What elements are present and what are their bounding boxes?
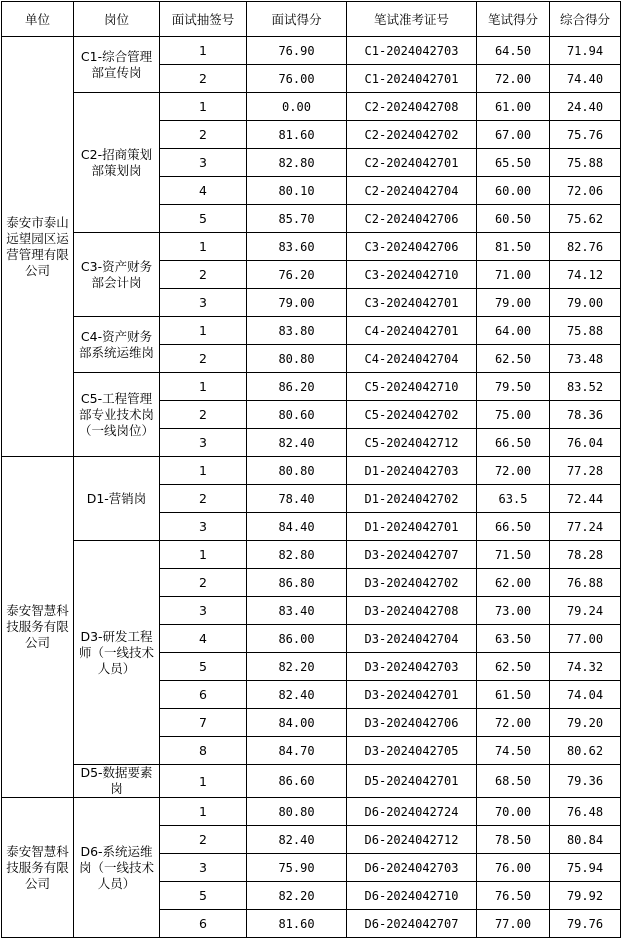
- written-score-cell: 75.00: [477, 401, 550, 429]
- ticket-number-cell: C2-2024042701: [347, 149, 477, 177]
- total-score-cell: 74.04: [550, 681, 621, 709]
- ticket-number-cell: D6-2024042710: [347, 882, 477, 910]
- position-cell: C5-工程管理部专业技术岗（一线岗位）: [74, 373, 160, 457]
- ticket-number-cell: C2-2024042706: [347, 205, 477, 233]
- total-score-cell: 79.92: [550, 882, 621, 910]
- total-score-cell: 79.36: [550, 765, 621, 798]
- draw-number-cell: 4: [160, 177, 247, 205]
- ticket-number-cell: D6-2024042724: [347, 798, 477, 826]
- header-total-score: 综合得分: [550, 2, 621, 37]
- interview-score-cell: 82.40: [247, 826, 347, 854]
- written-score-cell: 61.00: [477, 93, 550, 121]
- total-score-cell: 75.62: [550, 205, 621, 233]
- interview-score-cell: 80.80: [247, 457, 347, 485]
- ticket-number-cell: D5-2024042701: [347, 765, 477, 798]
- draw-number-cell: 2: [160, 345, 247, 373]
- written-score-cell: 60.50: [477, 205, 550, 233]
- written-score-cell: 62.50: [477, 345, 550, 373]
- ticket-number-cell: C3-2024042706: [347, 233, 477, 261]
- header-row: [2, 2, 621, 37]
- written-score-cell: 79.00: [477, 289, 550, 317]
- written-score-cell: 74.50: [477, 737, 550, 765]
- ticket-number-cell: C3-2024042710: [347, 261, 477, 289]
- ticket-number-cell: D1-2024042702: [347, 485, 477, 513]
- interview-score-cell: 82.20: [247, 882, 347, 910]
- ticket-number-cell: C2-2024042702: [347, 121, 477, 149]
- table-row: [2, 93, 621, 121]
- total-score-cell: 72.44: [550, 485, 621, 513]
- written-score-cell: 81.50: [477, 233, 550, 261]
- total-score-cell: 77.00: [550, 625, 621, 653]
- interview-score-cell: 83.60: [247, 233, 347, 261]
- written-score-cell: 65.50: [477, 149, 550, 177]
- header-ticket-number: 笔试准考证号: [347, 2, 477, 37]
- interview-score-cell: 82.80: [247, 541, 347, 569]
- written-score-cell: 64.50: [477, 37, 550, 65]
- draw-number-cell: 3: [160, 854, 247, 882]
- total-score-cell: 74.12: [550, 261, 621, 289]
- written-score-cell: 63.50: [477, 625, 550, 653]
- written-score-cell: 67.00: [477, 121, 550, 149]
- draw-number-cell: 2: [160, 65, 247, 93]
- total-score-cell: 77.24: [550, 513, 621, 541]
- interview-score-cell: 80.10: [247, 177, 347, 205]
- position-cell: C1-综合管理部宣传岗: [74, 37, 160, 93]
- interview-score-cell: 82.40: [247, 681, 347, 709]
- total-score-cell: 75.88: [550, 149, 621, 177]
- interview-score-cell: 81.60: [247, 910, 347, 938]
- interview-score-cell: 80.80: [247, 345, 347, 373]
- interview-score-cell: 80.80: [247, 798, 347, 826]
- header-interview-score: 面试得分: [247, 2, 347, 37]
- draw-number-cell: 5: [160, 653, 247, 681]
- total-score-cell: 75.94: [550, 854, 621, 882]
- total-score-cell: 78.28: [550, 541, 621, 569]
- table-row: [2, 457, 621, 485]
- unit-cell: 泰安智慧科技服务有限公司: [2, 798, 74, 938]
- total-score-cell: 78.36: [550, 401, 621, 429]
- ticket-number-cell: D3-2024042708: [347, 597, 477, 625]
- header-position: 岗位: [74, 2, 160, 37]
- written-score-cell: 71.00: [477, 261, 550, 289]
- header-written-score: 笔试得分: [477, 2, 550, 37]
- interview-score-cell: 79.00: [247, 289, 347, 317]
- draw-number-cell: 1: [160, 541, 247, 569]
- position-cell: C3-资产财务部会计岗: [74, 233, 160, 317]
- table-row: [2, 317, 621, 345]
- ticket-number-cell: C5-2024042712: [347, 429, 477, 457]
- written-score-cell: 76.00: [477, 854, 550, 882]
- draw-number-cell: 1: [160, 233, 247, 261]
- position-cell: D6-系统运维岗（一线技术人员）: [74, 798, 160, 938]
- interview-score-cell: 76.20: [247, 261, 347, 289]
- interview-score-cell: 82.40: [247, 429, 347, 457]
- interview-score-cell: 86.00: [247, 625, 347, 653]
- draw-number-cell: 1: [160, 765, 247, 798]
- draw-number-cell: 3: [160, 513, 247, 541]
- written-score-cell: 72.00: [477, 709, 550, 737]
- position-cell: D3-研发工程师（一线技术人员）: [74, 541, 160, 765]
- ticket-number-cell: D6-2024042707: [347, 910, 477, 938]
- draw-number-cell: 1: [160, 93, 247, 121]
- ticket-number-cell: D3-2024042703: [347, 653, 477, 681]
- unit-cell: 泰安智慧科技服务有限公司: [2, 457, 74, 798]
- total-score-cell: 71.94: [550, 37, 621, 65]
- interview-score-cell: 84.70: [247, 737, 347, 765]
- total-score-cell: 75.88: [550, 317, 621, 345]
- position-cell: C4-资产财务部系统运维岗: [74, 317, 160, 373]
- written-score-cell: 76.50: [477, 882, 550, 910]
- ticket-number-cell: D1-2024042703: [347, 457, 477, 485]
- ticket-number-cell: D3-2024042705: [347, 737, 477, 765]
- written-score-cell: 68.50: [477, 765, 550, 798]
- interview-score-cell: 85.70: [247, 205, 347, 233]
- draw-number-cell: 2: [160, 401, 247, 429]
- total-score-cell: 82.76: [550, 233, 621, 261]
- draw-number-cell: 1: [160, 373, 247, 401]
- draw-number-cell: 7: [160, 709, 247, 737]
- interview-score-cell: 84.00: [247, 709, 347, 737]
- ticket-number-cell: C1-2024042701: [347, 65, 477, 93]
- draw-number-cell: 8: [160, 737, 247, 765]
- interview-score-cell: 80.60: [247, 401, 347, 429]
- table-row: [2, 233, 621, 261]
- interview-score-cell: 78.40: [247, 485, 347, 513]
- total-score-cell: 73.48: [550, 345, 621, 373]
- interview-score-cell: 75.90: [247, 854, 347, 882]
- interview-score-cell: 82.80: [247, 149, 347, 177]
- draw-number-cell: 6: [160, 910, 247, 938]
- draw-number-cell: 3: [160, 289, 247, 317]
- total-score-cell: 74.32: [550, 653, 621, 681]
- total-score-cell: 79.00: [550, 289, 621, 317]
- ticket-number-cell: C3-2024042701: [347, 289, 477, 317]
- interview-score-cell: 86.60: [247, 765, 347, 798]
- draw-number-cell: 1: [160, 457, 247, 485]
- written-score-cell: 66.50: [477, 513, 550, 541]
- total-score-cell: 72.06: [550, 177, 621, 205]
- written-score-cell: 70.00: [477, 798, 550, 826]
- ticket-number-cell: C4-2024042701: [347, 317, 477, 345]
- ticket-number-cell: D3-2024042704: [347, 625, 477, 653]
- draw-number-cell: 3: [160, 149, 247, 177]
- draw-number-cell: 5: [160, 882, 247, 910]
- interview-score-cell: 81.60: [247, 121, 347, 149]
- total-score-cell: 80.84: [550, 826, 621, 854]
- ticket-number-cell: C4-2024042704: [347, 345, 477, 373]
- draw-number-cell: 3: [160, 429, 247, 457]
- draw-number-cell: 2: [160, 826, 247, 854]
- interview-score-cell: 86.80: [247, 569, 347, 597]
- written-score-cell: 71.50: [477, 541, 550, 569]
- draw-number-cell: 2: [160, 261, 247, 289]
- ticket-number-cell: C2-2024042704: [347, 177, 477, 205]
- ticket-number-cell: D3-2024042702: [347, 569, 477, 597]
- table-row: [2, 37, 621, 65]
- draw-number-cell: 2: [160, 121, 247, 149]
- draw-number-cell: 2: [160, 569, 247, 597]
- total-score-cell: 24.40: [550, 93, 621, 121]
- written-score-cell: 77.00: [477, 910, 550, 938]
- ticket-number-cell: C5-2024042710: [347, 373, 477, 401]
- unit-cell: 泰安市泰山远望园区运营管理有限公司: [2, 37, 74, 457]
- interview-score-cell: 76.00: [247, 65, 347, 93]
- ticket-number-cell: D3-2024042701: [347, 681, 477, 709]
- ticket-number-cell: C5-2024042702: [347, 401, 477, 429]
- interview-score-cell: 83.40: [247, 597, 347, 625]
- written-score-cell: 62.00: [477, 569, 550, 597]
- table-row: [2, 541, 621, 569]
- ticket-number-cell: D6-2024042703: [347, 854, 477, 882]
- draw-number-cell: 1: [160, 317, 247, 345]
- draw-number-cell: 1: [160, 798, 247, 826]
- total-score-cell: 79.20: [550, 709, 621, 737]
- written-score-cell: 66.50: [477, 429, 550, 457]
- position-cell: D1-营销岗: [74, 457, 160, 541]
- score-table: [1, 1, 621, 938]
- written-score-cell: 63.5: [477, 485, 550, 513]
- ticket-number-cell: D3-2024042706: [347, 709, 477, 737]
- total-score-cell: 77.28: [550, 457, 621, 485]
- position-cell: D5-数据要素岗: [74, 765, 160, 798]
- written-score-cell: 72.00: [477, 65, 550, 93]
- written-score-cell: 60.00: [477, 177, 550, 205]
- total-score-cell: 74.40: [550, 65, 621, 93]
- interview-score-cell: 83.80: [247, 317, 347, 345]
- written-score-cell: 61.50: [477, 681, 550, 709]
- draw-number-cell: 1: [160, 37, 247, 65]
- table-row: [2, 798, 621, 826]
- written-score-cell: 73.00: [477, 597, 550, 625]
- total-score-cell: 80.62: [550, 737, 621, 765]
- total-score-cell: 76.88: [550, 569, 621, 597]
- table-body: [2, 37, 621, 938]
- total-score-cell: 76.48: [550, 798, 621, 826]
- ticket-number-cell: C2-2024042708: [347, 93, 477, 121]
- table-row: [2, 765, 621, 798]
- draw-number-cell: 6: [160, 681, 247, 709]
- total-score-cell: 79.76: [550, 910, 621, 938]
- draw-number-cell: 5: [160, 205, 247, 233]
- written-score-cell: 79.50: [477, 373, 550, 401]
- table-row: [2, 373, 621, 401]
- written-score-cell: 64.00: [477, 317, 550, 345]
- interview-score-cell: 76.90: [247, 37, 347, 65]
- written-score-cell: 62.50: [477, 653, 550, 681]
- total-score-cell: 75.76: [550, 121, 621, 149]
- position-cell: C2-招商策划部策划岗: [74, 93, 160, 233]
- ticket-number-cell: D6-2024042712: [347, 826, 477, 854]
- ticket-number-cell: D1-2024042701: [347, 513, 477, 541]
- draw-number-cell: 4: [160, 625, 247, 653]
- header-draw-number: 面试抽签号: [160, 2, 247, 37]
- total-score-cell: 79.24: [550, 597, 621, 625]
- written-score-cell: 72.00: [477, 457, 550, 485]
- interview-score-cell: 86.20: [247, 373, 347, 401]
- interview-score-cell: 0.00: [247, 93, 347, 121]
- draw-number-cell: 2: [160, 485, 247, 513]
- header-unit: 单位: [2, 2, 74, 37]
- ticket-number-cell: C1-2024042703: [347, 37, 477, 65]
- total-score-cell: 76.04: [550, 429, 621, 457]
- total-score-cell: 83.52: [550, 373, 621, 401]
- interview-score-cell: 82.20: [247, 653, 347, 681]
- draw-number-cell: 3: [160, 597, 247, 625]
- interview-score-cell: 84.40: [247, 513, 347, 541]
- written-score-cell: 78.50: [477, 826, 550, 854]
- ticket-number-cell: D3-2024042707: [347, 541, 477, 569]
